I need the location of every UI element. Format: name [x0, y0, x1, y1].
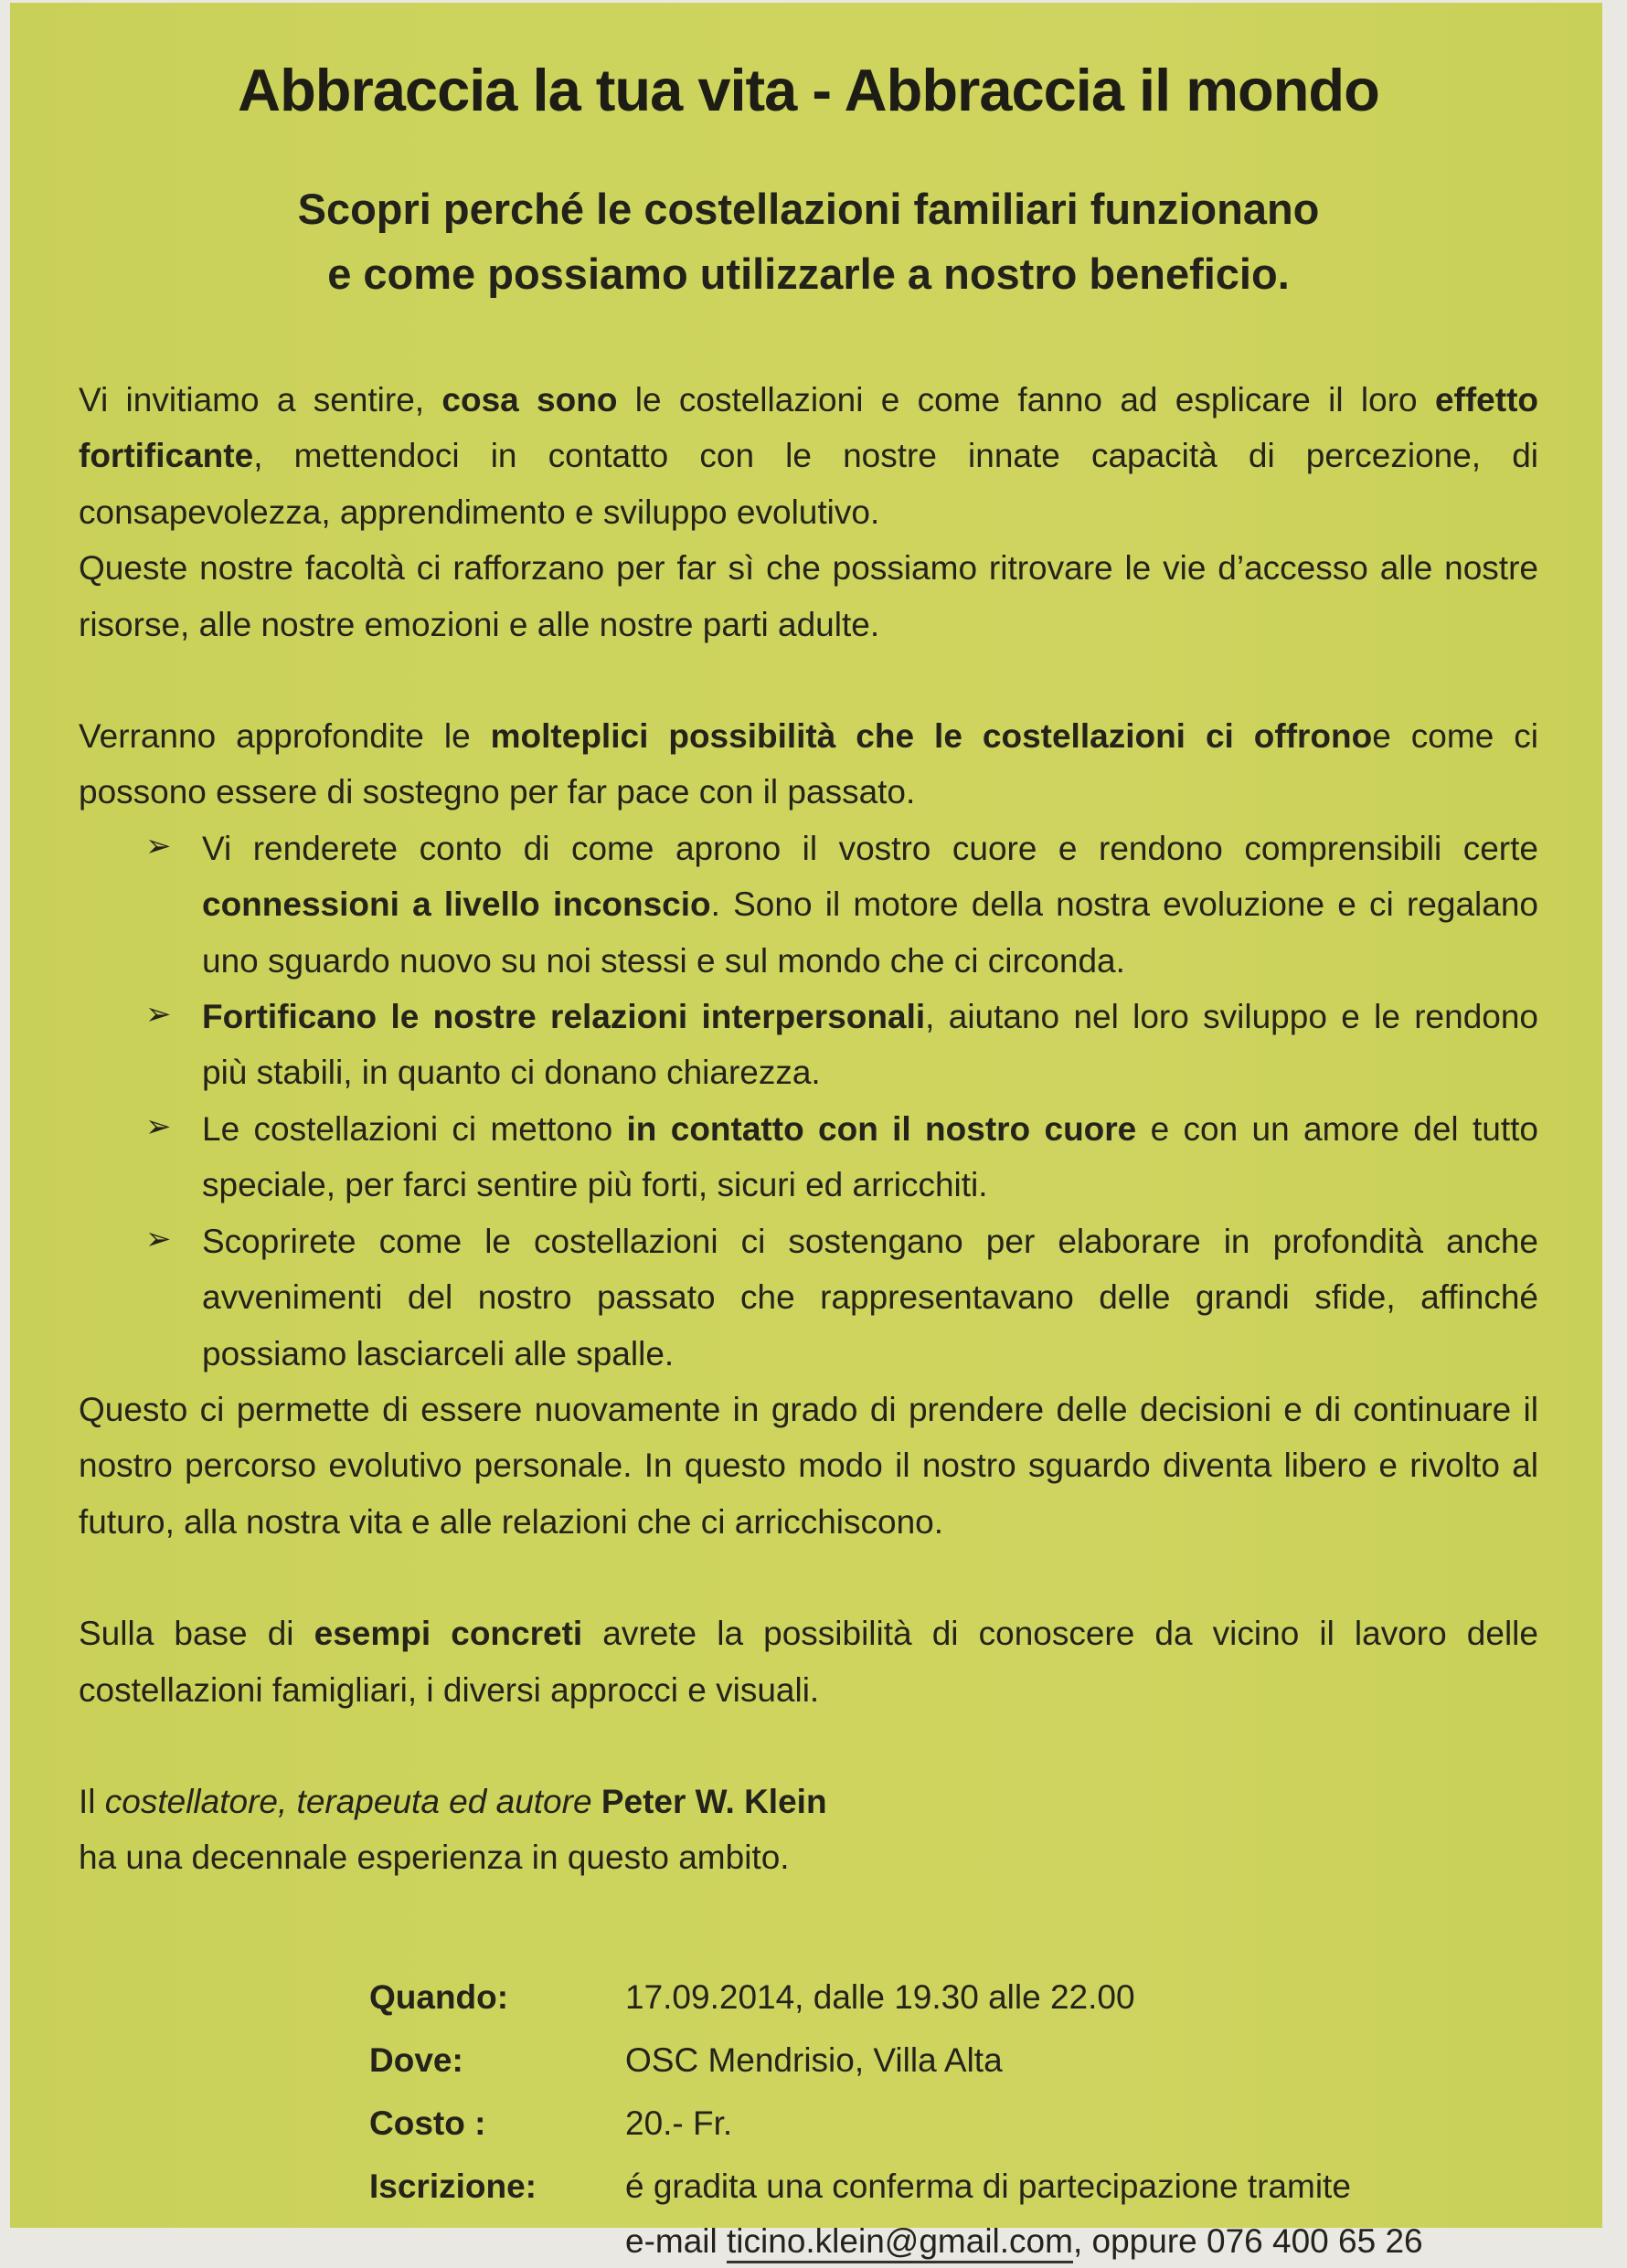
list-item	[79, 989, 1538, 1101]
page-title: Abbraccia la tua vita - Abbraccia il mondo	[79, 56, 1538, 124]
detail-label-iscrizione: Iscrizione:	[369, 2159, 598, 2268]
paragraph-facolta: Queste nostre facoltà ci rafforzano per far sì che possiamo ritrovare le vie d’accesso alle nostre risorse, alle nostre emozioni e alle nostre parti adulte.	[79, 540, 1538, 652]
page-subtitle	[79, 177, 1538, 306]
detail-value-line: é gradita una conferma di partecipazione tramite	[625, 2159, 1538, 2214]
spacer	[79, 1550, 1538, 1606]
list-item	[79, 1213, 1538, 1382]
subtitle-line-1: Scopri perché le costellazioni familiari funzionano	[79, 177, 1538, 242]
event-details	[369, 1970, 1538, 2268]
arrowhead-bullet-icon: ➢	[145, 821, 172, 872]
arrowhead-bullet-icon: ➢	[145, 1213, 172, 1265]
paragraph-esempi: Sulla base di esempi concreti avrete la possibilità di conoscere da vicino il lavoro delle costellazioni famigliari, i diversi approcci e visuali.	[79, 1606, 1538, 1718]
detail-value-iscrizione[interactable]	[625, 2159, 1538, 2268]
paragraph-autore: Il costellatore, terapeuta ed autore Peter W. Klein	[79, 1774, 1538, 1829]
spacer	[79, 652, 1538, 708]
paragraph-decisioni: Questo ci permette di essere nuovamente in grado di prendere delle decisioni e di continuare il nostro percorso evolutivo personale. In questo modo il nostro sguardo diventa libero e rivolto al futuro, alla nostra vita e alle relazioni che ci arricchiscono.	[79, 1382, 1538, 1550]
list-item	[79, 821, 1538, 989]
body-text	[79, 372, 1538, 1886]
detail-value-line: OSC Mendrisio, Villa Alta	[625, 2033, 1538, 2088]
subtitle-line-2: e come possiamo utilizzarle a nostro beneficio.	[79, 242, 1538, 307]
list-item-text: Vi renderete conto di come aprono il vostro cuore e rendono comprensibili certe connessioni a livello inconscio. Sono il motore della nostra evoluzione e ci regalano uno sguardo nuovo su noi stessi e sul mondo che ci circonda.	[202, 830, 1538, 980]
list-item-text: Fortificano le nostre relazioni interpersonali, aiutano nel loro sviluppo e le rendono più stabili, in quanto ci donano chiarezza.	[202, 998, 1538, 1091]
spacer	[79, 1718, 1538, 1774]
list-item-text: Le costellazioni ci mettono in contatto con il nostro cuore e con un amore del tutto speciale, per farci sentire più forti, sicuri ed arricchiti.	[202, 1110, 1538, 1203]
detail-value-line: 17.09.2014, dalle 19.30 alle 22.00	[625, 1970, 1538, 2025]
arrowhead-bullet-icon: ➢	[145, 989, 172, 1040]
list-item	[79, 1101, 1538, 1213]
list-item-text: Scoprirete come le costellazioni ci sostengano per elaborare in profondità anche avvenimenti del nostro passato che rappresentavano delle grandi sfide, affinché possiamo lasciarceli alle spalle.	[202, 1223, 1538, 1372]
detail-label-costo: Costo :	[369, 2096, 598, 2151]
paragraph-intro: Vi invitiamo a sentire, cosa sono le costellazioni e come fanno ad esplicare il loro effetto fortificante, mettendoci in contatto con le nostre innate capacità di percezione, di consapevolezza, apprendimento e sviluppo evolutivo.	[79, 372, 1538, 540]
detail-label-quando: Quando:	[369, 1970, 598, 2025]
detail-value-line: 20.- Fr.	[625, 2096, 1538, 2151]
flyer-page	[10, 3, 1602, 2228]
email-contact-line[interactable]: e-mail ticino.klein@gmail.com, oppure 076 400 65 26	[625, 2214, 1538, 2268]
detail-label-dove: Dove:	[369, 2033, 598, 2088]
detail-value-dove	[625, 2033, 1538, 2088]
detail-value-quando	[625, 1970, 1538, 2025]
paragraph-possibilita: Verranno approfondite le molteplici possibilità che le costellazioni ci offronoe come ci possono essere di sostegno per far pace con il passato.	[79, 708, 1538, 821]
arrowhead-bullet-icon: ➢	[145, 1101, 172, 1152]
detail-value-costo	[625, 2096, 1538, 2151]
paragraph-esperienza: ha una decennale esperienza in questo ambito.	[79, 1829, 1538, 1885]
